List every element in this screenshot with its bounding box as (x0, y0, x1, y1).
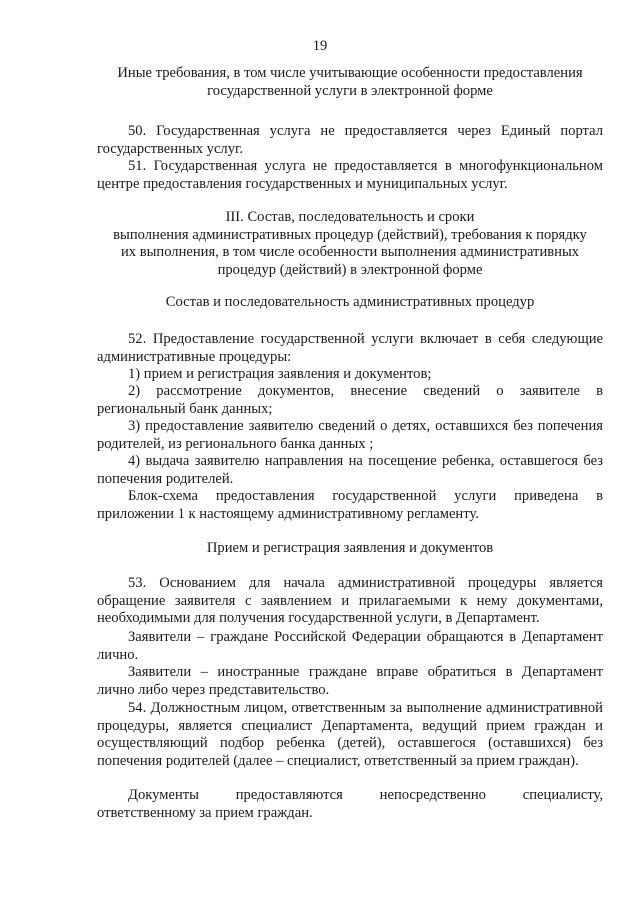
section-3-heading (97, 209, 603, 279)
paragraph-52-intro: 52. Предоставление государственной услуги включает в себя следующие административные процедуры: (97, 331, 603, 365)
section-heading-line: выполнения административных процедур (действий), требования к порядку (113, 226, 587, 243)
paragraph-54-documents: Документы предоставляются непосредственно специалисту, ответственному за прием граждан. (97, 787, 603, 821)
heading-other-requirements (97, 65, 603, 100)
paragraph-53-foreign: Заявители – иностранные граждане вправе обратиться в Департамент лично либо через представительство. (97, 664, 603, 698)
section-heading-line: их выполнения, в том числе особенности выполнения административных (120, 244, 580, 260)
paragraph-51: 51. Государственная услуга не предоставляется в многофункциональном центре предоставления государственных и муниципальных услуг. (97, 158, 603, 192)
paragraph-52-item-1: 1) прием и регистрация заявления и документов; (128, 366, 432, 382)
paragraph-52-item-3: 3) предоставление заявителю сведений о детях, оставшихся без попечения родителей, из регионального банка данных ; (97, 418, 603, 452)
section-heading-line: III. Состав, последовательность и сроки (225, 209, 475, 225)
paragraph-50: 50. Государственная услуга не предоставляется через Единый портал государственных услуг. (97, 123, 603, 157)
subheading-composition: Состав и последовательность административных процедур (165, 294, 535, 310)
paragraph-53-citizens: Заявители – граждане Российской Федерации обращаются в Департамент лично. (97, 629, 603, 663)
paragraph-54: 54. Должностным лицом, ответственным за выполнение административной процедуры, является специалист Департамента, ведущий прием граждан и осуществляющий подбор ребенка (детей), оставшегося (оставшихся) без попечения родителей (далее – специалист, ответственный за прием граждан). (97, 700, 603, 769)
paragraph-52-block-scheme: Блок-схема предоставления государственной услуги приведена в приложении 1 к настоящему административному регламенту. (97, 488, 603, 522)
paragraph-53: 53. Основанием для начала административной процедуры является обращение заявителя с заявлением и прилагаемыми к нему документами, необходимыми для получения государственной услуги, в Департамент. (97, 575, 603, 626)
page-number: 19 (312, 38, 328, 54)
heading-line: государственной услуги в электронной форме (207, 82, 493, 99)
heading-line: Иные требования, в том числе учитывающие особенности предоставления (117, 65, 583, 81)
section-heading-line: процедур (действий) в электронной форме (217, 261, 483, 278)
subheading-reception: Прием и регистрация заявления и документов (206, 540, 494, 556)
paragraph-52-item-2: 2) рассмотрение документов, внесение сведений о заявителе в региональный банк данных; (97, 383, 603, 417)
paragraph-52-item-4: 4) выдача заявителю направления на посещение ребенка, оставшегося без попечения родителей. (97, 453, 603, 487)
